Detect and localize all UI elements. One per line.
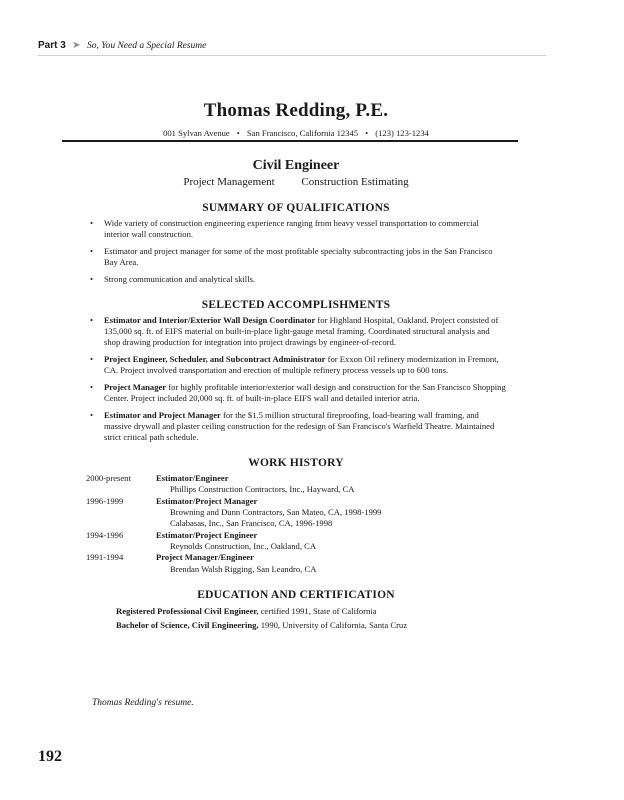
work-entry bbox=[86, 496, 506, 507]
subtitle: Construction Estimating bbox=[301, 176, 409, 188]
accomplishment-text: for Exxon Oil refinery modernization in Fremont, CA. Project involved transportation and erection of multiple refinery process vessels up to 600 tons. bbox=[104, 354, 499, 375]
summary-heading: SUMMARY OF QUALIFICATIONS bbox=[202, 202, 390, 214]
arrow-icon: ➤ bbox=[72, 40, 81, 51]
work-employer: Brendan Walsh Rigging, San Leandro, CA bbox=[170, 563, 317, 574]
accomplishment-role: Project Manager bbox=[104, 382, 167, 392]
work-years: 1994-1996 bbox=[86, 529, 124, 540]
work-entry bbox=[86, 552, 506, 563]
work-role: Project Manager/Engineer bbox=[156, 552, 254, 563]
work-history-heading: WORK HISTORY bbox=[248, 457, 344, 469]
part-label: Part 3 bbox=[38, 40, 66, 51]
chapter-title: So, You Need a Special Resume bbox=[86, 41, 207, 51]
summary-item bbox=[86, 274, 506, 285]
accomplishment-item bbox=[86, 315, 506, 348]
work-years: 1996-1999 bbox=[86, 495, 124, 506]
accomplishment-text: for highly profitable interior/exterior wall design and construction for the San Francisco Shopping Center. Project included 20,000 sq. ft. of built-in-place EIFS wall and detailed interior atria. bbox=[104, 382, 506, 403]
summary-text: Wide variety of construction engineering experience ranging from heavy vessel transportation to commercial interior wall construction. bbox=[104, 218, 479, 239]
accomplishments-list bbox=[86, 315, 506, 443]
contact-line bbox=[86, 128, 506, 138]
header-divider bbox=[38, 55, 546, 56]
accomplishment-role: Estimator and Interior/Exterior Wall Design Coordinator bbox=[104, 315, 316, 325]
figure-caption: Thomas Redding's resume. bbox=[92, 698, 194, 708]
accomplishments-heading: SELECTED ACCOMPLISHMENTS bbox=[201, 299, 391, 311]
accomplishment-role: Project Engineer, Scheduler, and Subcontract Administrator bbox=[104, 354, 326, 364]
accomplishment-item bbox=[86, 354, 506, 376]
resume-title: Civil Engineer bbox=[252, 158, 340, 173]
bullet-icon: • bbox=[90, 218, 94, 228]
title-block bbox=[86, 158, 506, 188]
running-head bbox=[38, 40, 546, 51]
bullet-icon: • bbox=[90, 274, 94, 284]
education-detail: certified 1991, State of California bbox=[258, 606, 377, 617]
resume-name: Thomas Redding, P.E. bbox=[203, 100, 389, 121]
accomplishment-role: Estimator and Project Manager bbox=[104, 410, 221, 420]
education-detail: 1990, University of California, Santa Cruz bbox=[258, 619, 408, 630]
work-employer: Reynolds Construction, Inc., Oakland, CA bbox=[170, 541, 317, 552]
bullet-icon: • bbox=[90, 246, 94, 256]
work-role: Estimator/Project Engineer bbox=[156, 529, 258, 540]
contact-phone: (123) 123-1234 bbox=[375, 128, 429, 138]
work-years: 1991-1994 bbox=[86, 552, 124, 563]
summary-item bbox=[86, 218, 506, 240]
education-credential: Registered Professional Civil Engineer, bbox=[116, 606, 259, 617]
summary-list bbox=[86, 218, 506, 285]
accomplishment-item bbox=[86, 410, 506, 443]
name-divider bbox=[62, 140, 518, 142]
education-item bbox=[116, 619, 506, 633]
accomplishment-item bbox=[86, 382, 506, 404]
work-role: Estimator/Project Manager bbox=[156, 495, 258, 506]
contact-separator: • bbox=[365, 129, 369, 138]
work-employer: Phillips Construction Contractors, Inc., Hayward, CA bbox=[170, 484, 355, 495]
summary-item bbox=[86, 246, 506, 268]
education-heading: EDUCATION AND CERTIFICATION bbox=[197, 589, 395, 602]
accomplishment-text: for the $1.5 million structural fireproofing, load-bearing wall framing, and massive drywall and plaster ceiling construction for the redesign of San Francisco's Warfield Theatre. Maintained strict critical path schedule. bbox=[104, 410, 495, 442]
work-employer: Calabasas, Inc., San Francisco, CA, 1996-1998 bbox=[170, 518, 333, 529]
work-entry bbox=[86, 530, 506, 541]
contact-street: 001 Sylvan Avenue bbox=[163, 128, 230, 138]
education-list bbox=[86, 605, 506, 633]
accomplishment-text: for Highland Hospital, Oakland. Project consisted of 135,000 sq. ft. of EIFS material on built-in-place light-gauge metal framing. Coordinated structural analysis and shop drawing production for integration into project drawings by engineer-of-record. bbox=[104, 315, 499, 347]
work-history bbox=[86, 473, 506, 575]
resume bbox=[86, 100, 506, 633]
page-number: 192 bbox=[38, 748, 62, 765]
contact-separator: • bbox=[236, 129, 240, 138]
resume-subtitles bbox=[86, 176, 506, 188]
summary-text: Estimator and project manager for some of the most profitable specialty subcontracting jobs in the San Francisco Bay Area. bbox=[104, 246, 493, 267]
subtitle: Project Management bbox=[183, 176, 275, 188]
work-role: Estimator/Engineer bbox=[156, 473, 229, 483]
education-item bbox=[116, 605, 506, 619]
bullet-icon: • bbox=[90, 354, 94, 364]
bullet-icon: • bbox=[90, 315, 94, 325]
contact-city: San Francisco, California 12345 bbox=[246, 128, 359, 138]
education-credential: Bachelor of Science, Civil Engineering, bbox=[116, 619, 259, 630]
work-entry bbox=[86, 473, 506, 484]
summary-text: Strong communication and analytical skills. bbox=[104, 274, 256, 284]
bullet-icon: • bbox=[90, 382, 94, 392]
work-years: 2000-present bbox=[86, 473, 131, 483]
bullet-icon: • bbox=[90, 410, 94, 420]
work-employer: Browning and Dunn Contractors, San Mateo, CA, 1998-1999 bbox=[170, 507, 382, 518]
